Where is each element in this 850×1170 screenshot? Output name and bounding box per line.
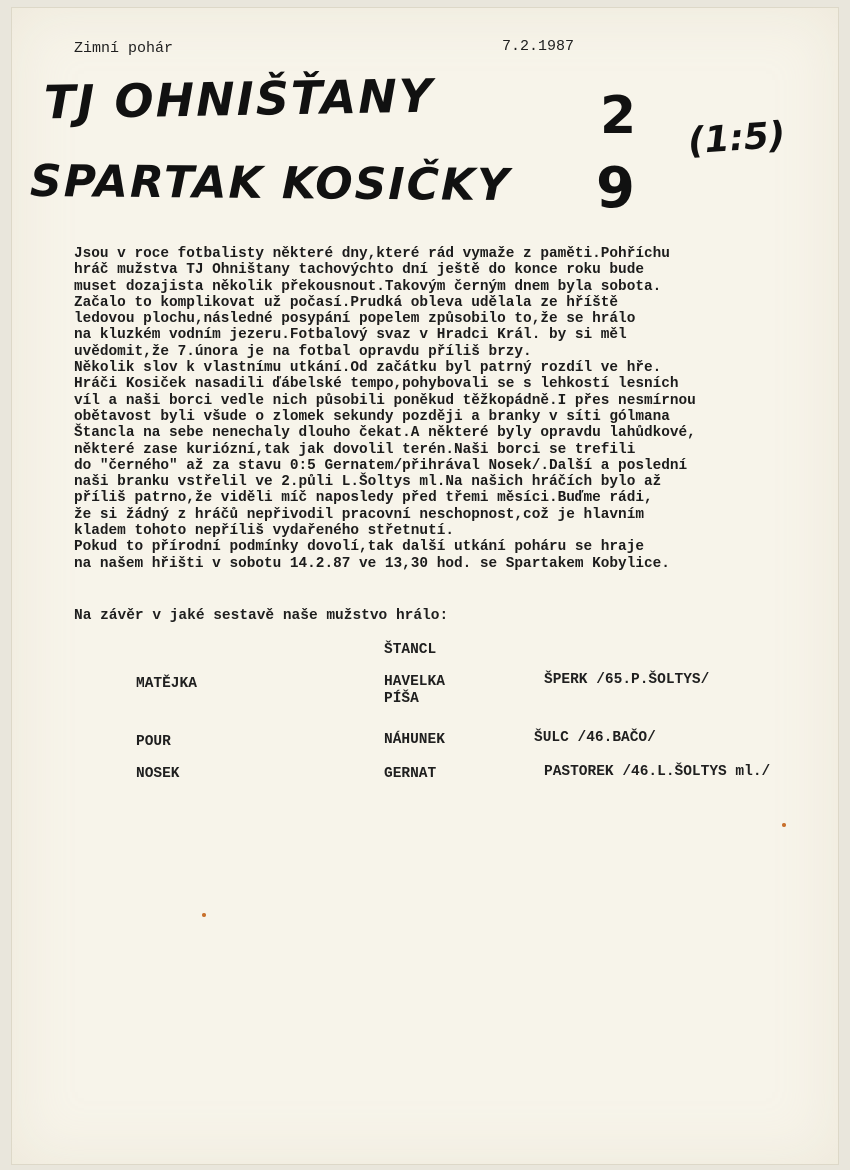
report-line: některé zase kuriózní,tak jak dovolil terén.Naši borci se trefili [74, 441, 636, 458]
paper-spot [202, 913, 206, 917]
lineup-defense-left: MATĚJKA [136, 676, 197, 692]
match-report [74, 246, 844, 572]
paper-spot [782, 823, 786, 827]
report-line: víl a naši borci vedle nich působili poněkud těžkopádně.I přes nesmírnou [74, 392, 696, 409]
match-date: 7.2.1987 [502, 38, 575, 55]
report-line: muset dozajista několik překousnout.Takovým černým dnem byla sobota. [74, 278, 662, 295]
lineup-defense-right: ŠPERK /65.P.ŠOLTYS/ [544, 672, 710, 688]
report-line: na našem hřišti v sobotu 14.2.87 ve 13,30 hod. se Spartakem Kobylice. [74, 555, 670, 572]
report-line: kladem tohoto nepříliš vydařeného střetnutí. [74, 523, 454, 540]
report-line: Pokud to přírodní podmínky dovolí,tak další utkání poháru se hraje [74, 539, 644, 556]
report-line: Začalo to komplikovat už počasí.Prudká obleva udělala ze hříště [74, 294, 619, 311]
lineup-intro: Na závěr v jaké sestavě naše mužstvo hrálo: [74, 608, 449, 624]
report-line: Několik slov k vlastnímu utkání.Od začátku byl patrný rozdíl ve hře. [74, 360, 662, 377]
report-line: ledovou plochu,následné posypání popelem způsobilo to,že se hrálo [74, 311, 636, 328]
home-score: 2 [600, 86, 637, 146]
report-line: Hráči Kosiček nasadili ďábelské tempo,pohybovali se s lehkostí lesních [74, 376, 679, 393]
lineup-fwd-center: GERNAT [384, 766, 437, 782]
lineup-mid-right: ŠULC /46.BAČO/ [534, 730, 656, 746]
report-line: obětavost byli všude o zlomek sekundy později a branky v síti gólmana [74, 408, 670, 425]
home-team-handwritten: TJ OHNIŠŤANY [43, 68, 435, 130]
report-line: Jsou v roce fotbalisty některé dny,které rád vymaže z paměti.Pohříchu [74, 246, 670, 262]
report-line: příliš patrno,že viděli míč naposledy před třemi měsíci.Buďme rádi, [74, 490, 653, 507]
away-team-handwritten: SPARTAK KOSIČKY [29, 155, 512, 212]
lineup-fwd-right: PASTOREK /46.L.ŠOLTYS ml./ [544, 764, 771, 780]
competition-label: Zimní pohár [74, 40, 174, 57]
report-line: naši branku vstřelil ve 2.půli L.Šoltys ml.Na našich hráčích bylo až [74, 474, 662, 491]
report-line: hráč mužstva TJ Ohništany tachovýchto dní ještě do konce roku bude [74, 262, 644, 279]
report-line: uvědomit,že 7.února je na fotbal opravdu příliš brzy. [74, 343, 532, 360]
report-line: že si žádný z hráčů nepřivodil pracovní neschopnost,což je hlavním [74, 506, 644, 523]
report-line: do "černého" až za stavu 0:5 Gernatem/přihrával Nosek/.Další a poslední [74, 457, 688, 474]
lineup-mid-center: NÁHUNEK [384, 732, 445, 748]
report-line: na kluzkém vodním jezeru.Fotbalový svaz v Hradci Král. by si měl [74, 327, 627, 344]
typewritten-page [12, 8, 838, 1164]
lineup-defense-center-2: PÍŠA [384, 691, 419, 707]
halftime-score: (1:5) [686, 114, 787, 163]
lineup-fwd-left: NOSEK [136, 766, 180, 782]
lineup-goalkeeper: ŠTANCL [384, 642, 437, 658]
report-line: Štancla na sebe nenechaly dlouho čekat.A některé byly opravdu lahůdkové, [74, 425, 696, 442]
away-score: 9 [596, 156, 635, 221]
lineup-defense-center-1: HAVELKA [384, 674, 445, 690]
lineup-mid-left: POUR [136, 734, 171, 750]
